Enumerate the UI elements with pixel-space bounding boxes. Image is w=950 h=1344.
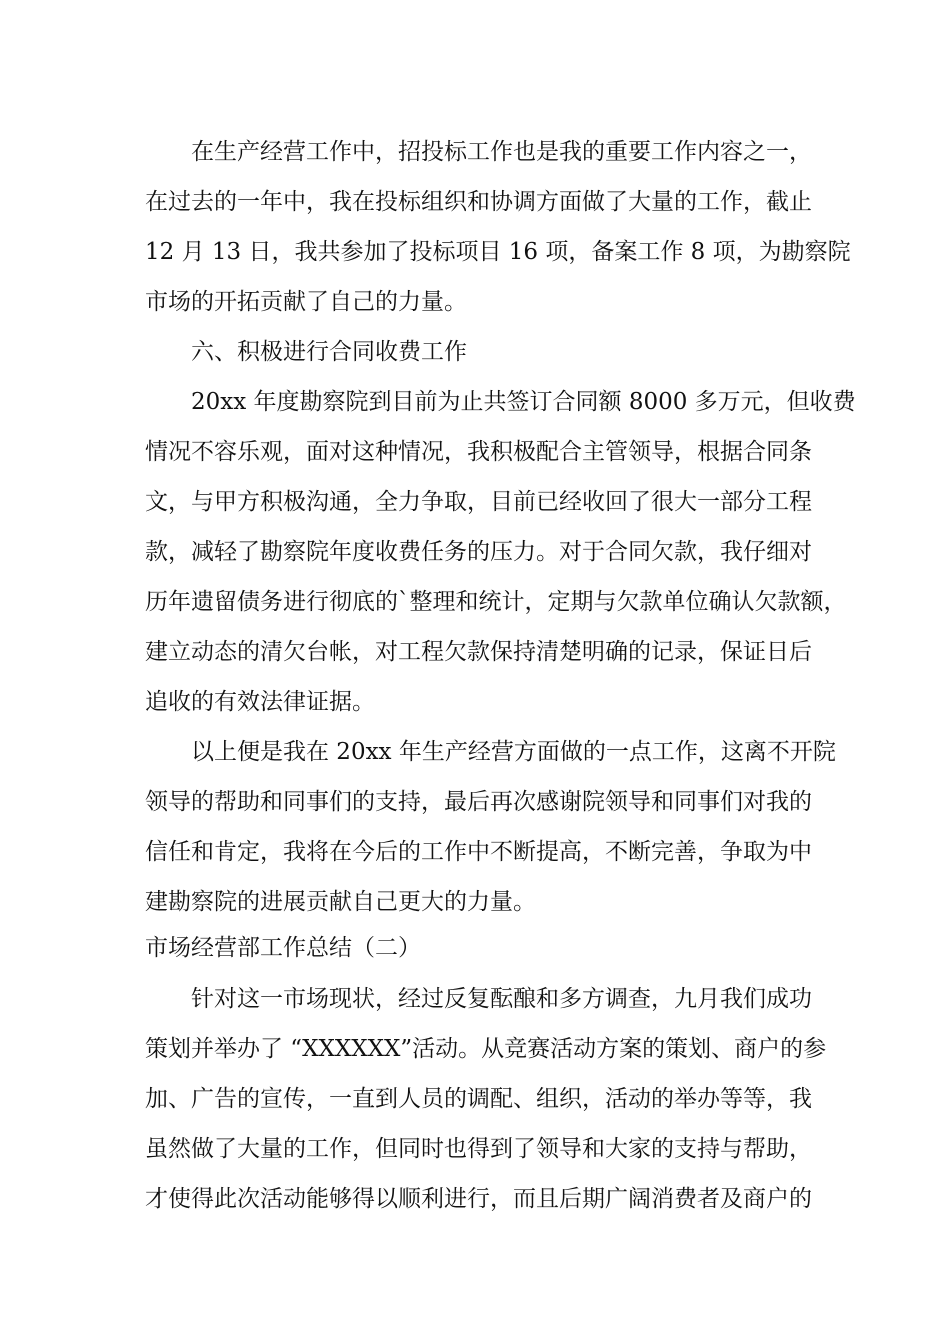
text-line: 虽然做了大量的工作，但同时也得到了领导和大家的支持与帮助， — [145, 1136, 812, 1162]
text-line: 在过去的一年中，我在投标组织和协调方面做了大量的工作，截止 — [145, 189, 812, 215]
text-line: 策划并举办了 “XXXXXX”活动。从竞赛活动方案的策划、商户的参 — [145, 1036, 827, 1062]
text-line: 建勘察院的进展贡献自己更大的力量。 — [145, 889, 536, 915]
text-line: 以上便是我在 20xx 年生产经营方面做的一点工作，这离不开院 — [191, 739, 836, 765]
text-line: 款，减轻了勘察院年度收费任务的压力。对于合同欠款，我仔细对 — [145, 539, 812, 565]
text-line: 文，与甲方积极沟通，全力争取，目前已经收回了很大一部分工程 — [145, 489, 812, 515]
text-line: 追收的有效法律证据。 — [145, 689, 375, 715]
text-line: 领导的帮助和同事们的支持，最后再次感谢院领导和同事们对我的 — [145, 789, 812, 815]
text-line: 历年遗留债务进行彻底的`整理和统计，定期与欠款单位确认欠款额， — [145, 589, 847, 615]
text-line: 建立动态的清欠台帐，对工程欠款保持清楚明确的记录，保证日后 — [145, 639, 812, 665]
text-line: 20xx 年度勘察院到目前为止共签订合同额 8000 多万元，但收费 — [191, 389, 856, 415]
text-line: 市场的开拓贡献了自己的力量。 — [145, 289, 467, 315]
text-line: 针对这一市场现状，经过反复酝酿和多方调查，九月我们成功 — [191, 986, 812, 1012]
text-line: 12 月 13 日，我共参加了投标项目 16 项，备案工作 8 项，为勘察院 — [145, 239, 851, 265]
text-line: 才使得此次活动能够得以顺利进行，而且后期广阔消费者及商户的 — [145, 1186, 812, 1212]
text-line: 情况不容乐观，面对这种情况，我积极配合主管领导，根据合同条 — [145, 439, 812, 465]
text-line: 在生产经营工作中，招投标工作也是我的重要工作内容之一， — [191, 139, 812, 165]
text-line: 信任和肯定，我将在今后的工作中不断提高，不断完善，争取为中 — [145, 839, 812, 865]
section-heading: 六、积极进行合同收费工作 — [191, 339, 467, 365]
document-title: 市场经营部工作总结（二） — [145, 935, 421, 961]
text-line: 加、广告的宣传，一直到人员的调配、组织，活动的举办等等，我 — [145, 1086, 812, 1112]
